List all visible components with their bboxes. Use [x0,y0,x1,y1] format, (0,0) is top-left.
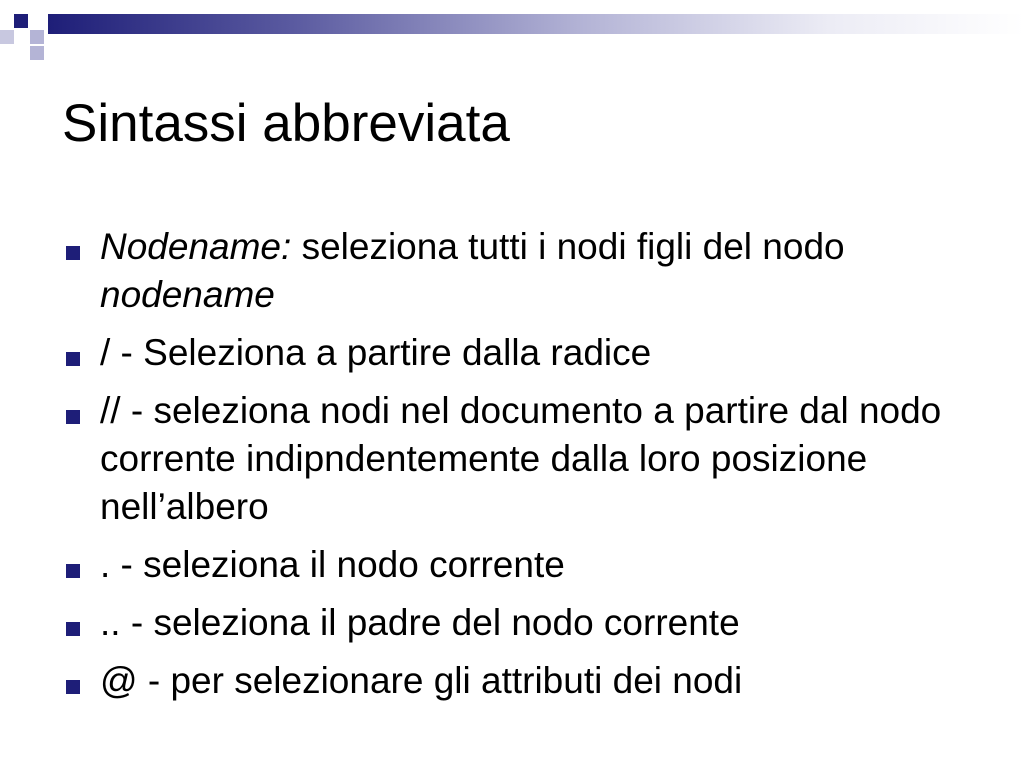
bullet-text: . - seleziona il nodo corrente [100,544,565,585]
bullet-trail-italic: nodename [100,274,275,315]
square-bullet-icon [66,622,80,636]
decor-square-icon [14,14,28,28]
bullet-text: seleziona tutti i nodi figli del nodo [291,226,845,267]
square-bullet-icon [66,680,80,694]
square-bullet-icon [66,564,80,578]
square-bullet-icon [66,410,80,424]
square-bullet-icon [66,352,80,366]
bullet-item [62,387,962,531]
bullet-lead-italic: Nodename: [100,226,292,267]
bullet-text: @ - per selezionare gli attributi dei nodi [100,660,743,701]
decor-square-icon [30,46,44,60]
decor-square-icon [30,30,44,44]
bullet-list [62,223,962,715]
decor-square-icon [0,30,14,44]
bullet-text: // - seleziona nodi nel documento a partire dal nodo corrente indipndentemente dalla loro posizione nell’albero [100,390,942,527]
square-bullet-icon [66,246,80,260]
bullet-item [62,329,962,377]
bullet-text: .. - seleziona il padre del nodo corrente [100,602,740,643]
slide-title: Sintassi abbreviata [62,94,510,153]
bullet-item [62,599,962,647]
bullet-item [62,541,962,589]
header-gradient-bar [48,14,1024,34]
bullet-text: / - Seleziona a partire dalla radice [100,332,652,373]
bullet-item [62,657,962,705]
bullet-item [62,223,962,319]
